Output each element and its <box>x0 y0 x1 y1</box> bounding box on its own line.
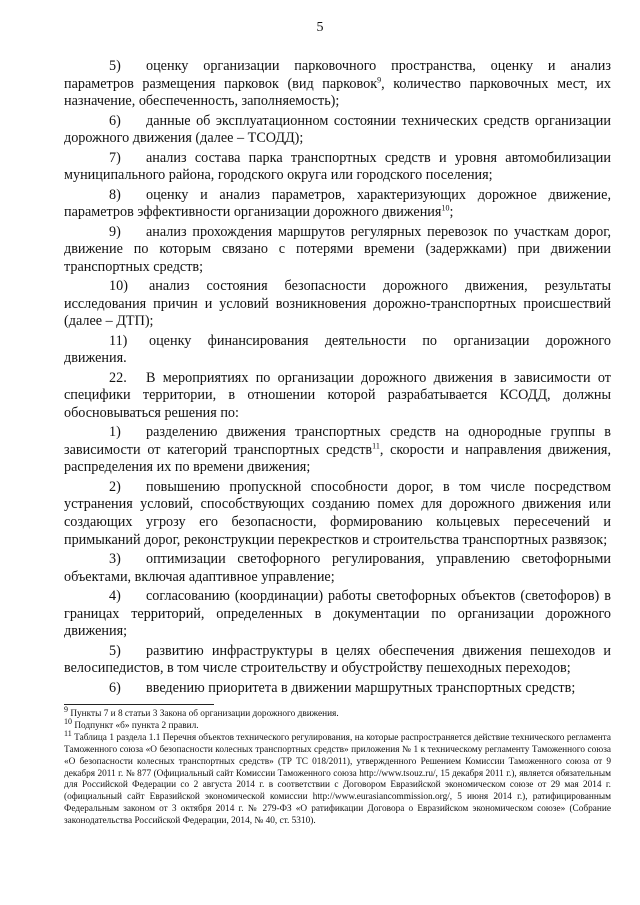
item-text: оптимизации светофорного регулирования, управлению светофорными объектами, включая адаптивное управление; <box>64 551 611 585</box>
item-text: введению приоритета в движении маршрутных транспортных средств; <box>146 679 576 696</box>
footnote <box>64 716 611 733</box>
list-item <box>64 680 611 698</box>
footnote-mark: 11 <box>64 728 72 738</box>
item-number: 9) <box>109 223 121 240</box>
list-item <box>64 333 611 368</box>
list-item <box>64 58 611 111</box>
list-item <box>64 479 611 549</box>
item-number: 3) <box>109 551 121 567</box>
item-number: 6) <box>109 112 121 129</box>
footnote-text: Подпункт «б» пункта 2 правил. <box>72 720 199 731</box>
footnote-divider <box>64 704 214 705</box>
page-number: 5 <box>316 20 324 35</box>
footnote-mark: 10 <box>64 716 72 726</box>
item-number: 7) <box>109 149 121 166</box>
item-number: 2) <box>109 478 121 495</box>
item-text-tail: , количество парковочных мест, их назначение, обеспеченность, заполняемость); <box>64 75 611 110</box>
document-body <box>64 58 611 699</box>
list-item <box>64 187 611 222</box>
clause-paragraph <box>64 370 611 423</box>
list-item <box>64 424 611 477</box>
clause-text: В мероприятиях по организации дорожного движения в зависимости от специфики территории, в отношении которой разрабатывается КСОДД, должны обосновываться решения по: <box>64 369 611 421</box>
list-item <box>64 278 611 331</box>
item-text-tail: , скорости и направления движения, распределения их по времени движения; <box>64 441 611 476</box>
footnote-mark: 9 <box>64 704 68 714</box>
item-text: анализ состава парка транспортных средств и уровня автомобилизации муниципального района, городского округа или городского поселения; <box>64 149 611 184</box>
list-item <box>64 150 611 185</box>
item-number: 6) <box>109 679 121 696</box>
item-number: 5) <box>109 642 121 659</box>
item-text: оценку и анализ параметров, характеризующих дорожное движение, параметров эффективности организации дорожного движения <box>64 186 611 221</box>
item-number: 5) <box>109 58 121 74</box>
item-number: 8) <box>109 186 121 203</box>
footnote-ref: 10 <box>441 203 450 213</box>
footnote-text: Пункты 7 и 8 статьи 3 Закона об организации дорожного движения. <box>68 709 339 719</box>
item-number: 10) <box>109 278 128 295</box>
footnote <box>64 704 611 721</box>
footnote-ref: 11 <box>372 441 380 451</box>
footnotes <box>64 704 611 828</box>
item-text-tail: ; <box>449 204 454 221</box>
list-item <box>64 551 611 586</box>
item-text: данные об эксплуатационном состоянии технических средств организации дорожного движения (далее – ТСОДД); <box>64 112 611 147</box>
item-number: 1) <box>109 424 121 441</box>
list-item <box>64 224 611 277</box>
list-item <box>64 643 611 678</box>
list-item <box>64 113 611 148</box>
clause-number: 22. <box>109 369 127 386</box>
item-text: согласованию (координации) работы светофорных объектов (светофоров) в границах территорий, определенных в документации по организации дорожного движения; <box>64 587 611 640</box>
list-item <box>64 588 611 641</box>
item-text: развитию инфраструктуры в целях обеспечения движения пешеходов и велосипедистов, в том числе строительству и обустройству пешеходных переходов; <box>64 642 611 677</box>
item-text: анализ состояния безопасности дорожного движения, результаты исследования причин и условий возникновения дорожно-транспортных происшествий (далее – ДТП); <box>64 278 611 330</box>
item-number: 4) <box>109 587 121 604</box>
item-text: анализ прохождения маршрутов регулярных перевозок по участкам дорог, движение по которым связано с потерями времени (задержками) при движении транспортных средств; <box>64 223 611 275</box>
item-text: оценку организации парковочного пространства, оценку и анализ параметров размещения парковок (вид парковок <box>64 58 611 92</box>
footnote-text: Таблица 1 раздела 1.1 Перечня объектов технического регулирования, на которые распространяется действие технического регламента Таможенного союза «О безопасности колесных транспортных средств» приложения № 1 к техническому регламенту Таможенного союза «О безопасности колесных транспортных средств» (ТР ТС 018/2011), утвержденного Решением Комиссии Таможенного союза от 9 декабря 2011 г. № 877 (Официальный сайт Комиссии Таможенного союза http://www.tsouz.ru/, 15 декабря 2011 г.), является обязательным для Российской Федерации со 2 августа 2014 г. в соответствии с Договором Евразийской экономическом союзе от 29 мая 2014 г. (официальный сайт Евразийской экономической комиссии http://www.eurasiancommission.org/, 5 июня 2014 г.), ратифицированным Федеральным законом от 3 октября 2014 г. № 279-ФЗ «О ратификации Договора о Евразийском экономическом союзе» (Собрание законодательства Российской Федерации, 2014, № 40, ст. 5310). <box>64 732 611 827</box>
item-text: повышению пропускной способности дорог, в том числе посредством устранения условий, способствующих созданию помех для дорожного движения или создающих угрозу его безопасности, формированию кольцевых пересечений и примыканий дорог, реконструкции перекрестков и строительства транспортных развязок; <box>64 478 611 548</box>
footnote <box>64 728 611 828</box>
item-text: оценку финансирования деятельности по организации дорожного движения. <box>64 332 611 367</box>
item-text: разделению движения транспортных средств на однородные группы в зависимости от категорий транспортных средств <box>64 424 611 458</box>
footnote-ref: 9 <box>377 74 382 84</box>
item-number: 11) <box>109 332 128 349</box>
